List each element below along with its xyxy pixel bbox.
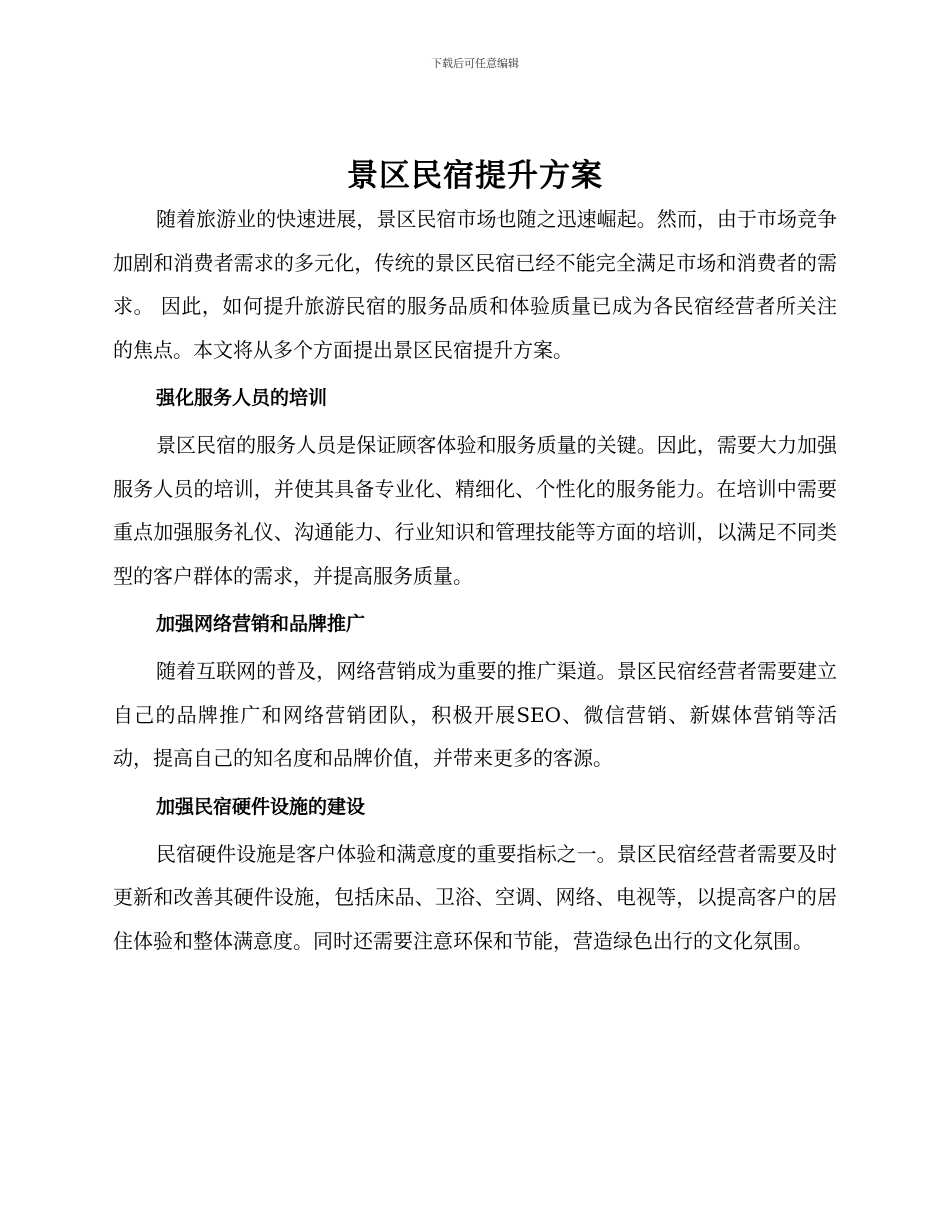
- section-heading-marketing: 加强网络营销和品牌推广: [156, 613, 366, 635]
- intro-paragraph: 随着旅游业的快速进展，景区民宿市场也随之迅速崛起。然而，由于市场竞争加剧和消费者需求的多元化，传统的景区民宿已经不能完全满足市场和消费者的需求。 因此，如何提升旅游民宿的服务品质和体验质量已成为各民宿经营者所关注的焦点。本文将从多个方面提出景区民宿提升方案。: [113, 207, 837, 362]
- section-body-marketing: 随着互联网的普及，网络营销成为重要的推广渠道。景区民宿经营者需要建立自己的品牌推广和网络营销团队，积极开展SEO、微信营销、新媒体营销等活动，提高自己的知名度和品牌价值，并带来更多的客源。: [113, 659, 837, 770]
- page-header-note: 下载后可任意编辑: [431, 57, 519, 70]
- document-title: 景区民宿提升方案: [347, 158, 603, 194]
- section-heading-facilities: 加强民宿硬件设施的建设: [156, 795, 366, 818]
- section-body-facilities: 民宿硬件设施是客户体验和满意度的重要指标之一。景区民宿经营者需要及时更新和改善其硬件设施，包括床品、卫浴、空调、网络、电视等，以提高客户的居住体验和整体满意度。同时还需要注意环保和节能，营造绿色出行的文化氛围。: [113, 841, 837, 953]
- section-heading-training: 强化服务人员的培训: [156, 387, 328, 409]
- document-body: [113, 198, 837, 963]
- section-body-training: 景区民宿的服务人员是保证顾客体验和服务质量的关键。因此，需要大力加强服务人员的培训，并使其具备专业化、精细化、个性化的服务能力。在培训中需要重点加强服务礼仪、沟通能力、行业知识和管理技能等方面的培训，以满足不同类型的客户群体的需求，并提高服务质量。: [113, 433, 837, 588]
